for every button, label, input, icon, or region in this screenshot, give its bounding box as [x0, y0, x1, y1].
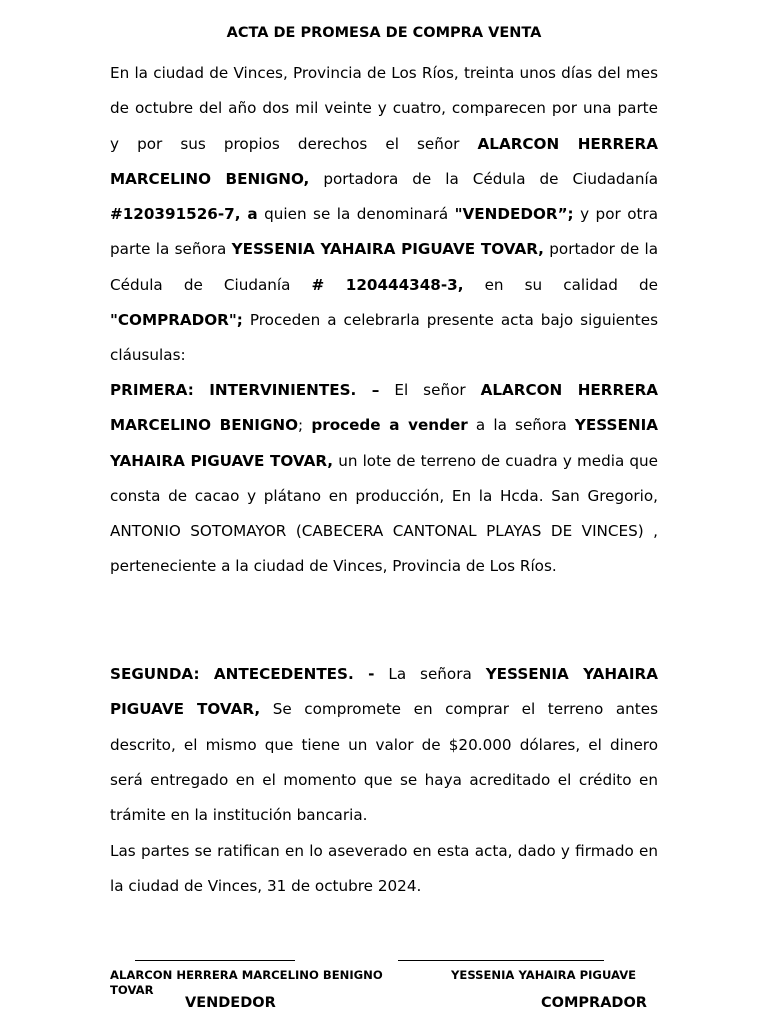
buyer-id-bold: # 120444348-3,: [311, 275, 464, 294]
closing-paragraph: [110, 834, 658, 905]
seller-name-bold: ALARCON HERRERA MARCELINO BENIGNO,: [110, 134, 659, 188]
clause-second-text-1: La señora: [374, 665, 486, 683]
intro-paragraph: [110, 56, 658, 374]
clause-second-text-2: Se compromete en comprar el terreno antes descrito, el mismo que tiene un valor de $20.000 dólares, el dinero será entregado en el momento que se haya acreditado el crédito en trámite en la institución bancaria.: [110, 700, 658, 825]
buyer-role-bold: "COMPRADOR";: [110, 311, 243, 330]
buyer-role-label: COMPRADOR: [541, 995, 647, 1011]
clause-second-paragraph: [110, 657, 658, 833]
clause-first-seller-bold: ALARCON HERRERA MARCELINO BENIGNO: [110, 381, 659, 435]
seller-id-bold: #120391526-7, a: [110, 205, 258, 224]
intro-text-6: en su calidad de: [463, 275, 658, 294]
buyer-signature-line: [398, 946, 604, 961]
intro-text-7: Proceden a celebrarla presente acta bajo siguientes cláusulas:: [110, 311, 658, 365]
clause-second-heading: SEGUNDA: ANTECEDENTES. -: [110, 665, 375, 683]
seller-role-label: VENDEDOR: [185, 995, 276, 1011]
seller-signature-name: ALARCON HERRERA MARCELINO BENIGNO TOVAR: [110, 968, 383, 997]
seller-signature-line: [135, 946, 295, 961]
intro-text-5: portador de la Cédula de Ciudanía: [110, 240, 659, 294]
clause-first-text-3: a la señora: [467, 416, 575, 435]
clause-first-text-4: un lote de terreno de cuadra y media que consta de cacao y plátano en producción, En la Hcda. San Gregorio, ANTONIO SOTOMAYOR (CABECERA CANTONAL PLAYAS DE VINCES) , perteneciente a la ciudad de Vinces, Provincia de Los Ríos.: [110, 451, 658, 576]
clause-first-buyer-bold: YESSENIA YAHAIRA PIGUAVE TOVAR,: [110, 416, 658, 470]
clause-second-buyer-bold: YESSENIA YAHAIRA PIGUAVE TOVAR,: [110, 665, 658, 719]
intro-text-4: y por otra parte la señora: [110, 205, 658, 259]
clause-first-text-2: ;: [298, 416, 312, 435]
intro-text-1: En la ciudad de Vinces, Provincia de Los Ríos, treinta unos días del mes de octubre del año dos mil veinte y cuatro, comparecen por una parte y por sus propios derechos el señor: [110, 64, 658, 153]
document-title: ACTA DE PROMESA DE COMPRA VENTA: [226, 25, 542, 41]
buyer-name-bold: YESSENIA YAHAIRA PIGUAVE TOVAR,: [231, 240, 544, 259]
clause-first-action-bold: procede a vender: [311, 416, 468, 435]
intro-text-3: quien se la denominará: [257, 205, 455, 224]
intro-text-2: portadora de la Cédula de Ciudadanía: [309, 169, 659, 188]
clause-first-text-1: El señor: [379, 381, 481, 399]
clause-first-paragraph: [110, 373, 658, 585]
seller-role-bold: "VENDEDOR”;: [454, 205, 574, 224]
clause-first-heading: PRIMERA: INTERVINIENTES. –: [110, 381, 380, 399]
buyer-signature-name: YESSENIA YAHAIRA PIGUAVE: [451, 968, 637, 982]
closing-text: Las partes se ratifican en lo aseverado en esta acta, dado y firmado en la ciudad de Vinces, 31 de octubre 2024.: [110, 842, 658, 896]
